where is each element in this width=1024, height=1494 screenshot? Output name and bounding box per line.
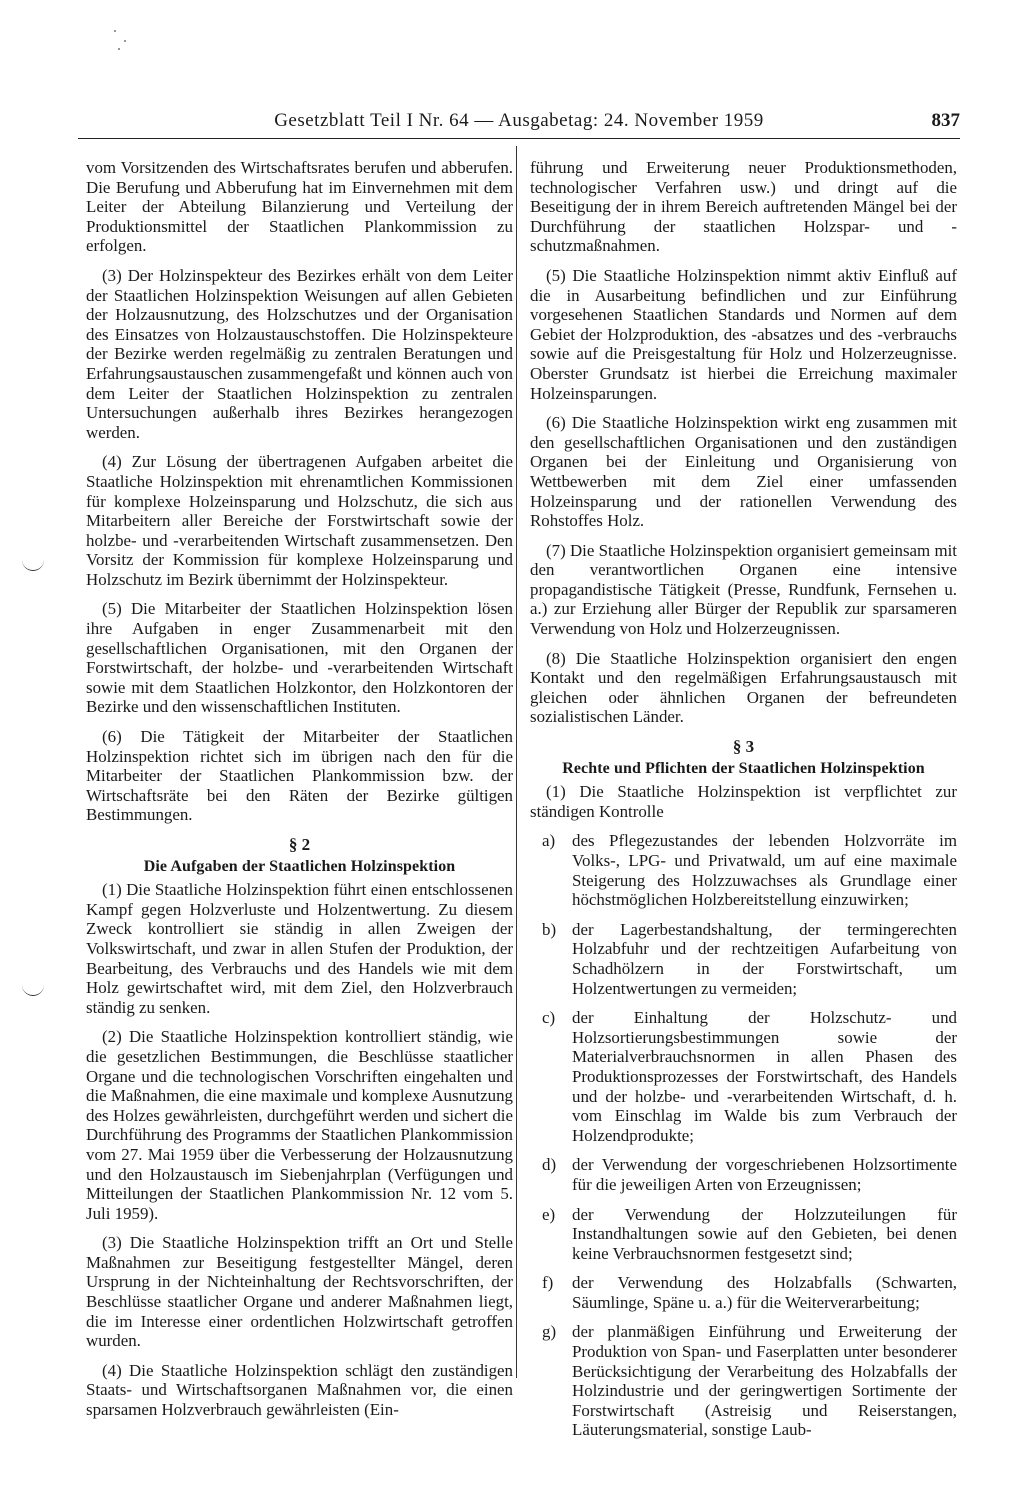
scan-speck	[114, 30, 116, 32]
scan-speck	[124, 40, 126, 42]
section-number: § 3	[732, 737, 755, 757]
margin-mark	[22, 560, 44, 571]
list-item-label: a)	[542, 831, 556, 851]
list-item-text: der Verwendung der vorgeschriebenen Holzsortimente für die jeweiligen Arten von Erzeugnissen;	[572, 1155, 957, 1194]
list-item	[530, 1008, 957, 1145]
section-title: Die Aufgaben der Staatlichen Holzinspektion	[143, 857, 456, 875]
paragraph: (8) Die Staatliche Holzinspektion organisiert den engen Kontakt und den regelmäßigen Erfahrungsaustausch mit gleichen oder ähnlichen Organen der befreundeten sozialistischen Länder.	[530, 648, 957, 727]
list-item	[530, 920, 957, 998]
header-title: Gesetzblatt Teil I Nr. 64 — Ausgabetag: 24. November 1959	[274, 110, 764, 131]
list-item-text: der Verwendung des Holzabfalls (Schwarten, Säumlinge, Späne u. a.) für die Weiterverarbeitung;	[572, 1273, 957, 1312]
list-item-label: b)	[542, 919, 557, 939]
list-item-label: c)	[542, 1008, 556, 1028]
list-item	[530, 1205, 957, 1264]
paragraph: (4) Zur Lösung der übertragenen Aufgaben arbeitet die Staatliche Holzinspektion mit ehrenamtlichen Kommissionen für komplexe Holzeinsparung und Holzschutz, die sich aus Mitarbeitern aller Bereiche der Forstwirtschaft sowie der holzbe- und -verarbeitenden Wirtschaft zusammensetzen. Den Vorsitz der Kommission für komplexe Holzeinsparung und Holzschutz im Bezirk übernimmt der Holzinspekteur.	[86, 452, 513, 589]
list-item-label: d)	[542, 1155, 557, 1175]
list-item	[530, 1322, 957, 1440]
list-item-text: der Lagerbestandshaltung, der termingerechten Holzabfuhr und der rechtzeitigen Aufarbeitung von Schadhölzern in der Forstwirtschaft, um Holzentwertungen zu vermeiden;	[572, 919, 957, 998]
paragraph: (3) Die Staatliche Holzinspektion trifft an Ort und Stelle Maßnahmen zur Beseitigung festgestellter Mängel, deren Ursprung in der Nichteinhaltung der Rechtsvorschriften, der Beschlüsse staatlicher Organe und anderer Maßnahmen liegt, die im Interesse einer ordentlichen Holzwirtschaft getroffen wurden.	[86, 1233, 513, 1351]
list-item-text: des Pflegezustandes der lebenden Holzvorräte im Volks-, LPG- und Privatwald, um auf eine maximale Steigerung des Holzzuwachses als Grundlage einer höchstmöglichen Holzbereitstellung einzuwirken;	[572, 831, 957, 910]
paragraph: (1) Die Staatliche Holzinspektion führt einen entschlossenen Kampf gegen Holzverluste und Holzentwertung. Zu diesem Zweck kontrolliert sie ständig in allen Zweigen der Volkswirtschaft, und zwar in allen Stufen der Produktion, der Bearbeitung, des Verbrauchs und des Handels wie mit dem Holz gewirtschaftet wird, mit dem Ziel, den Holzverbrauch ständig zu senken.	[86, 880, 513, 1017]
right-column	[530, 158, 957, 1450]
list-item-label: g)	[542, 1322, 557, 1342]
list-item-text: der Einhaltung der Holzschutz- und Holzsortierungsbestimmungen sowie der Materialverbrauchsnormen in allen Phasen des Produktionsprozesses der Forstwirtschaft, des Handels und der holzbe- und -verarbeitenden Wirtschaft, d. h. vom Einschlag im Walde bis zum Verbrauch der Holzendprodukte;	[572, 1008, 957, 1145]
list-item-text: der planmäßigen Einführung und Erweiterung der Produktion von Span- und Faserplatten unter besonderer Berücksichtigung der Verarbeitung des Holzabfalls der Holzindustrie und der geringwertigen Sortimente der Forstwirtschaft (Astreisig und Reiserstangen, Läuterungsmaterial, sonstige Laub-	[572, 1322, 957, 1440]
column-divider	[516, 146, 517, 1378]
paragraph: (3) Der Holzinspekteur des Bezirkes erhält von dem Leiter der Staatlichen Holzinspektion Weisungen auf allen Gebieten der Holzausnutzung, des Holzschutzes und der Organisation des Einsatzes von Holzaustauschstoffen. Die Holzinspekteure der Bezirke werden regelmäßig zu zentralen Beratungen und Erfahrungsaustauschen zusammengefaßt und können auch von dem Leiter der Staatlichen Holzinspektion zu zentralen Untersuchungen außerhalb ihres Bezirkes herangezogen werden.	[86, 265, 513, 442]
page-header	[78, 108, 960, 139]
paragraph: (5) Die Mitarbeiter der Staatlichen Holzinspektion lösen ihre Aufgaben in enger Zusammenarbeit mit den gesellschaftlichen Organisationen, mit den Organen der Forstwirtschaft, der holzbe- und -verarbeitenden Wirtschaft sowie mit dem Staatlichen Holzkontor, den Holzkontoren der Bezirke und den wissenschaftlichen Instituten.	[86, 599, 513, 717]
paragraph: (1) Die Staatliche Holzinspektion ist verpflichtet zur ständigen Kontrolle	[530, 782, 957, 821]
paragraph: (4) Die Staatliche Holzinspektion schlägt den zuständigen Staats- und Wirtschaftsorganen Maßnahmen vor, die einen sparsamen Holzverbrauch gewährleisten (Ein-	[86, 1360, 513, 1420]
left-column	[86, 158, 513, 1430]
list-item	[530, 1273, 957, 1312]
page-number: 837	[931, 110, 960, 131]
section-number: § 2	[288, 835, 311, 854]
paragraph: vom Vorsitzenden des Wirtschaftsrates berufen und abberufen. Die Berufung und Abberufung hat im Einvernehmen mit dem Leiter der Abteilung Bilanzierung und Verteilung der Produktionsmittel der Staatlichen Plankommission zu erfolgen.	[86, 158, 513, 256]
list-item-text: der Verwendung der Holzzuteilungen für Instandhaltungen sowie auf den Gebieten, bei denen keine Verbrauchsnormen festgesetzt sind;	[572, 1204, 957, 1263]
paragraph: führung und Erweiterung neuer Produktionsmethoden, technologischer Verfahren usw.) und dringt auf die Beseitigung der in ihrem Bereich auftretenden Mängel bei der Durchführung der staatlichen Holzspar- und -schutzmaßnahmen.	[530, 158, 957, 256]
list-item	[530, 1155, 957, 1194]
paragraph: (6) Die Tätigkeit der Mitarbeiter der Staatlichen Holzinspektion richtet sich im übrigen nach den für die Mitarbeiter der Staatlichen Plankommission bzw. der Wirtschaftsräte bei den Räten der Bezirke gültigen Bestimmungen.	[86, 727, 513, 825]
section-title: Rechte und Pflichten der Staatlichen Holzinspektion	[562, 759, 925, 777]
margin-mark	[22, 985, 44, 996]
paragraph: (7) Die Staatliche Holzinspektion organisiert gemeinsam mit den verantwortlichen Organen eine intensive propagandistische Tätigkeit (Presse, Rundfunk, Fernsehen u. a.) zur Erziehung aller Bürger der Republik zur sparsameren Verwendung von Holz und Holzerzeugnissen.	[530, 540, 957, 639]
scan-speck	[118, 48, 120, 50]
list-item-label: e)	[542, 1204, 556, 1224]
paragraph: (5) Die Staatliche Holzinspektion nimmt aktiv Einfluß auf die in Ausarbeitung befindlichen und zur Einführung vorgesehenen Staatlichen Standards und Normen auf dem Gebiet der Holzproduktion, des -absatzes und des -verbrauchs sowie auf die Preisgestaltung für Holz und Holzerzeugnisse. Oberster Grundsatz ist hierbei die Erreichung maximaler Holzeinsparungen.	[530, 265, 957, 403]
paragraph: (2) Die Staatliche Holzinspektion kontrolliert ständig, wie die gesetzlichen Bestimmungen, die Beschlüsse staatlicher Organe und die technologischen Vorschriften eingehalten und die Maßnahmen, die eine maximale und komplexe Ausnutzung des Holzes gewährleisten, durchgeführt werden und sichert die Durchführung des Programms der Staatlichen Plankommission vom 27. Mai 1959 über die Verbesserung der Holzausnutzung und den Holzaustausch im Siebenjahrplan (Verfügungen und Mitteilungen der Staatlichen Plankommission Nr. 12 vom 5. Juli 1959).	[86, 1027, 513, 1223]
paragraph: (6) Die Staatliche Holzinspektion wirkt eng zusammen mit den gesellschaftlichen Organisationen und den zuständigen Organen bei der Einleitung und Organisierung von Wettbewerben mit dem Ziel einer umfassenden Holzeinsparung und der rationellen Verwendung des Rohstoffes Holz.	[530, 413, 957, 531]
list-item-label: f)	[542, 1273, 554, 1293]
list-item	[530, 831, 957, 909]
